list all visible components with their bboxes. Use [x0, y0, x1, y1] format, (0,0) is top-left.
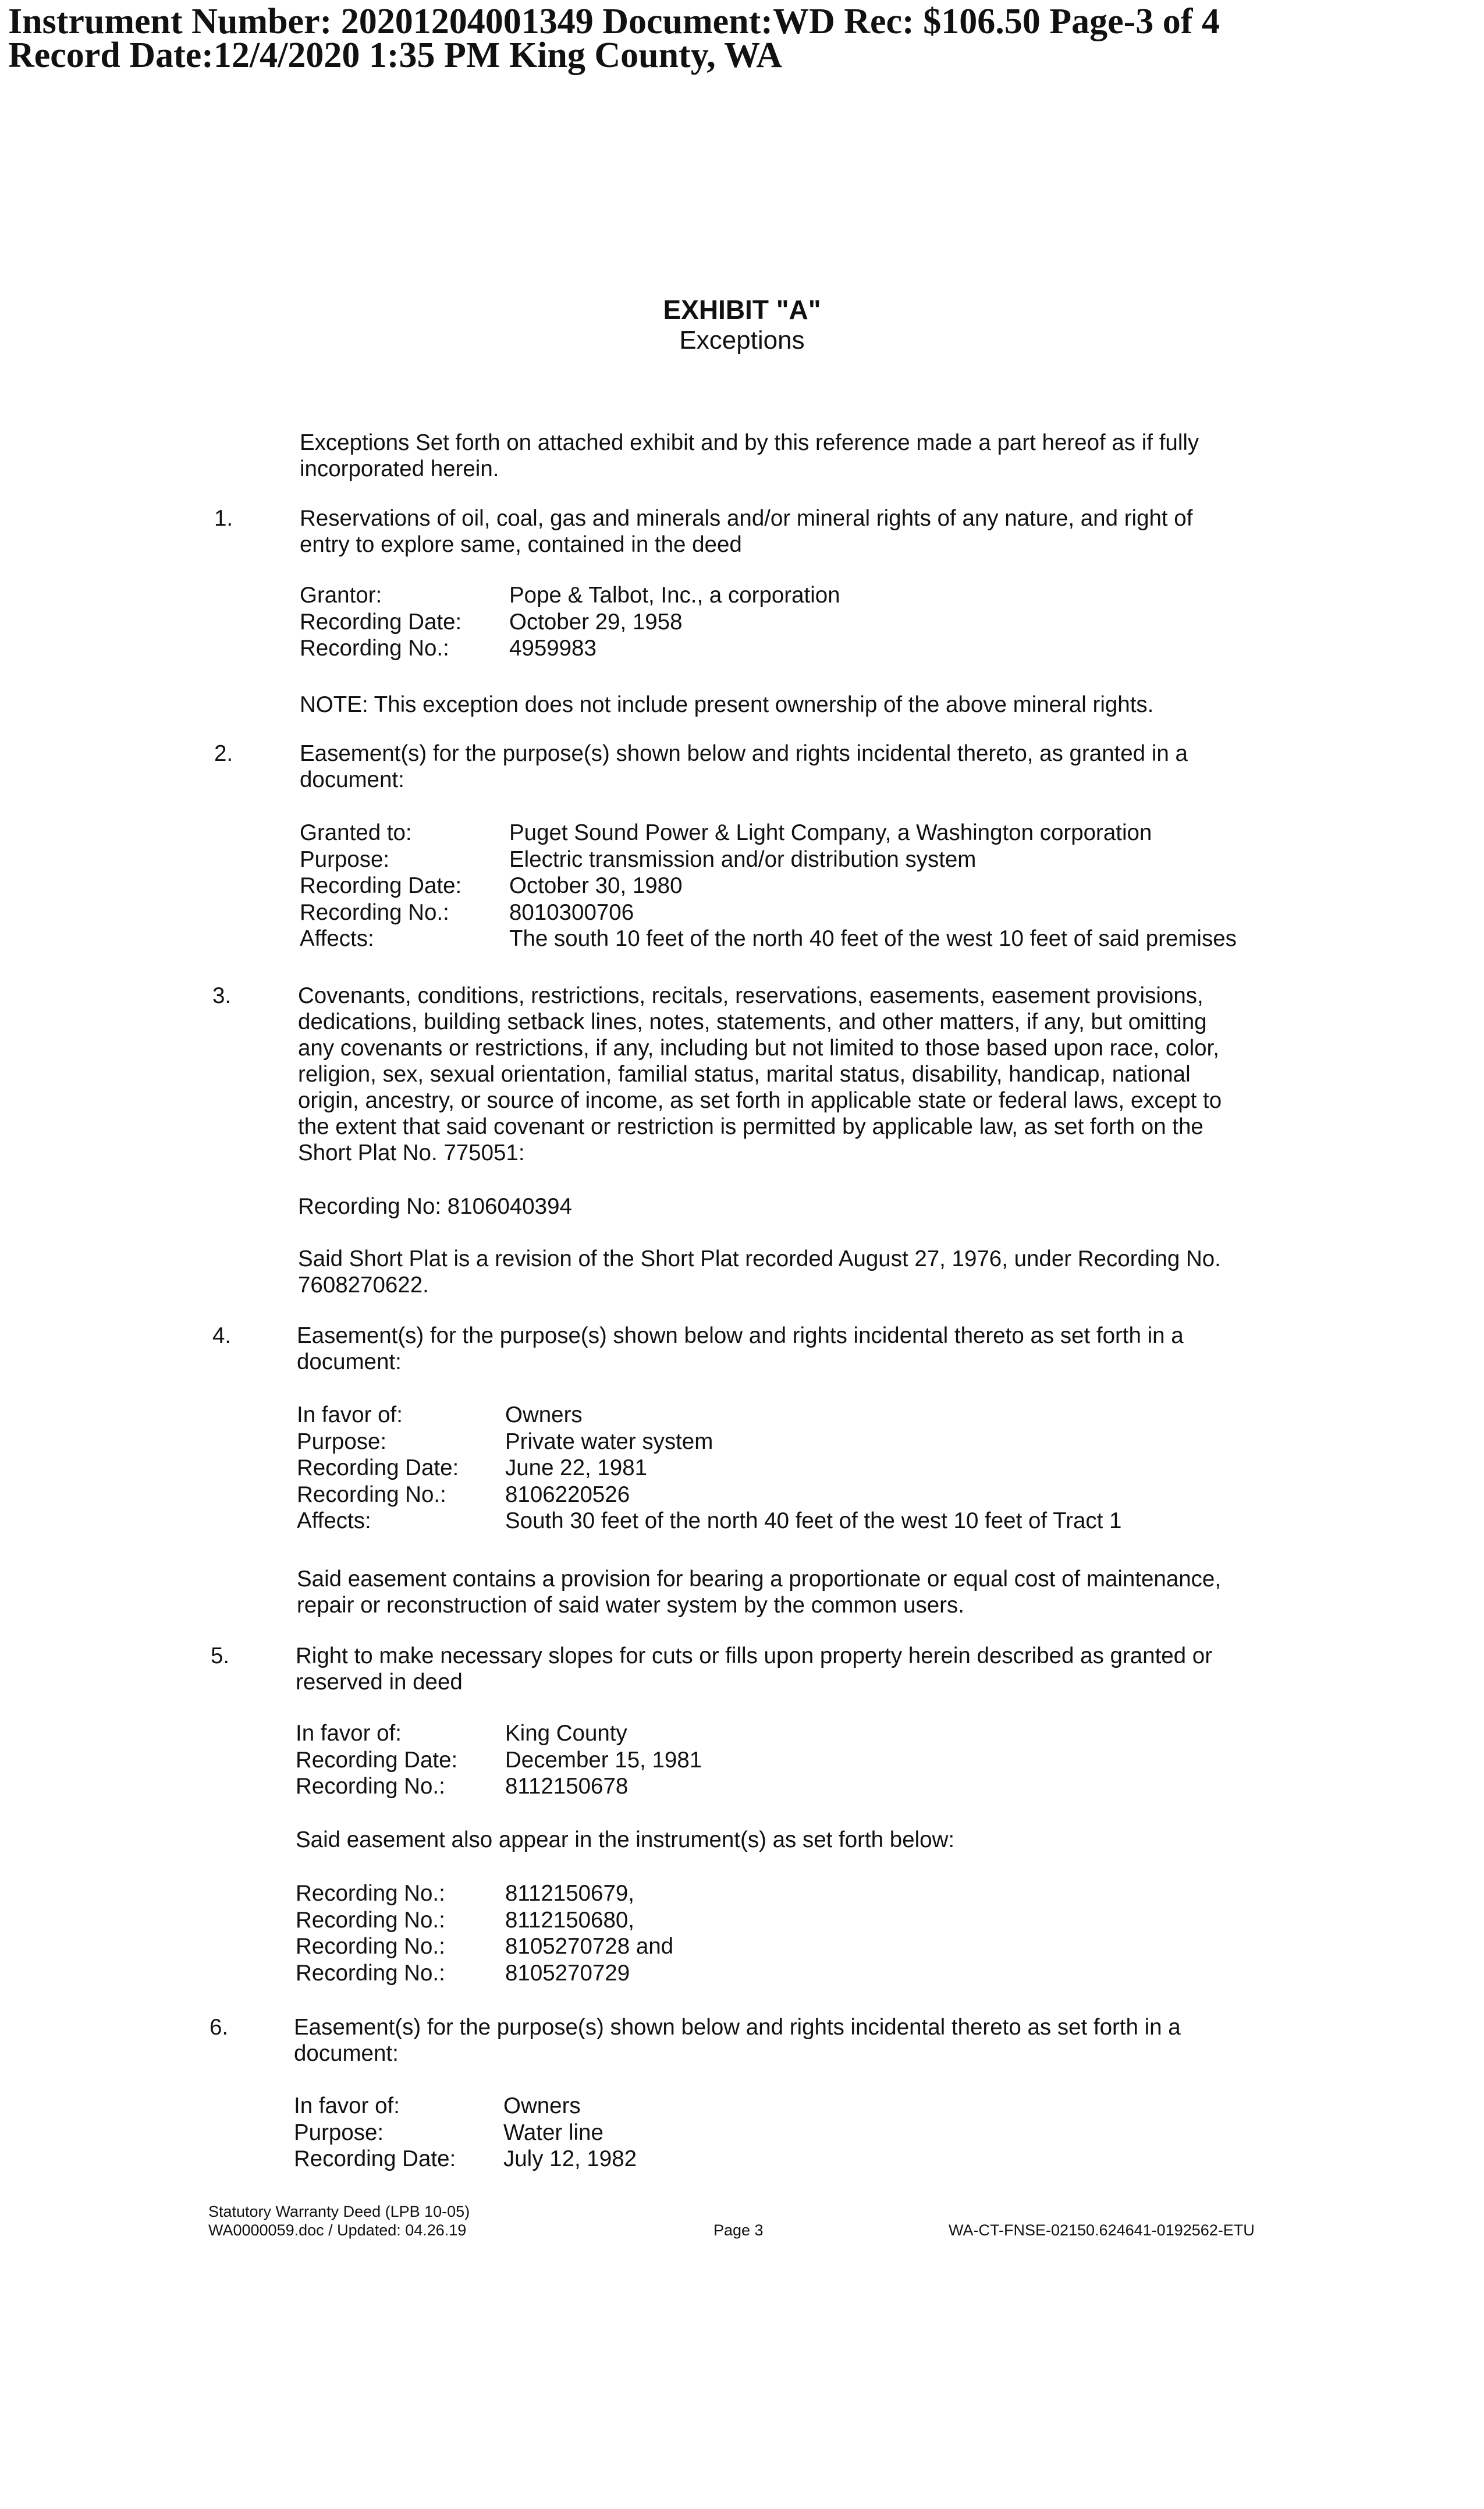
field-label: Recording No.:	[296, 1934, 445, 1959]
item-text: Right to make necessary slopes for cuts or fills upon property herein described as granted or reserved in deed	[296, 1643, 1213, 1695]
field-value: 8105270728 and	[505, 1934, 674, 1959]
item-number: 2.	[214, 741, 233, 766]
field-value: Puget Sound Power & Light Company, a Washington corporation	[509, 820, 1152, 845]
field-value: December 15, 1981	[505, 1747, 702, 1773]
field-label: Affects:	[297, 1508, 371, 1533]
field-value: Water line	[503, 2120, 603, 2145]
field-label: In favor of:	[296, 1721, 402, 1746]
exhibit-title-block	[0, 294, 1484, 356]
item-note: Said easement contains a provision for bearing a proportionate or equal cost of maintenance, repair or reconstruction of said water system by the common users.	[297, 1567, 1222, 1618]
item-number: 3.	[212, 983, 232, 1008]
field-value: Owners	[505, 1402, 583, 1427]
field-value: Electric transmission and/or distribution system	[509, 846, 977, 872]
field-value: 4959983	[509, 636, 597, 661]
field-value: 8112150680,	[505, 1907, 634, 1933]
item-note: Said Short Plat is a revision of the Short Plat recorded August 27, 1976, under Recording No. 7608270622.	[298, 1246, 1221, 1298]
field-label: Recording Date:	[297, 1455, 459, 1480]
recording-header-line-1: Instrument Number: 20201204001349 Document:WD Rec: $106.50 Page-3 of 4	[8, 2, 1220, 41]
item-note: Said easement also appear in the instrument(s) as set forth below:	[296, 1827, 955, 1852]
field-label: Recording Date:	[300, 873, 462, 898]
exhibit-title: EXHIBIT "A"	[663, 295, 821, 325]
footer-file-number: WA-CT-FNSE-02150.624641-0192562-ETU	[949, 2221, 1255, 2239]
field-value: South 30 feet of the north 40 feet of the west 10 feet of Tract 1	[505, 1508, 1122, 1533]
field-label: Grantor:	[300, 583, 382, 608]
field-value: October 29, 1958	[509, 609, 683, 635]
recording-header	[8, 2, 1220, 75]
field-value: Owners	[503, 2093, 581, 2118]
field-value: June 22, 1981	[505, 1455, 648, 1480]
item-text: Covenants, conditions, restrictions, recitals, reservations, easements, easement provisions, dedications, building setback lines, notes, statements, and other matters, if any, but omitting any covenants or restrictions, if any, including but not limited to those based upon race, color, religion, sex, sexual orientation, familial status, marital status, disability, handicap, national origin, ancestry, or source of income, as set forth in applicable state or federal laws, except to the extent that said covenant or restriction is permitted by applicable law, as set forth on the Short Plat No. 775051:	[298, 983, 1222, 1165]
item-recording: Recording No: 8106040394	[298, 1194, 572, 1219]
field-label: Affects:	[300, 926, 374, 951]
field-value: October 30, 1980	[509, 873, 683, 898]
footer-form-line-1: Statutory Warranty Deed (LPB 10-05)	[208, 2203, 470, 2220]
item-text: Easement(s) for the purpose(s) shown below and rights incidental thereto, as granted in a document:	[300, 741, 1188, 792]
field-value: The south 10 feet of the north 40 feet of the west 10 feet of said premises	[509, 926, 1237, 951]
item-note: NOTE: This exception does not include present ownership of the above mineral rights.	[300, 692, 1154, 717]
field-value: 8106220526	[505, 1482, 630, 1507]
footer-page-number: Page 3	[713, 2221, 764, 2239]
field-label: Recording No.:	[300, 636, 449, 661]
field-label: Granted to:	[300, 820, 412, 845]
field-value: 8010300706	[509, 899, 634, 925]
item-number: 1.	[214, 506, 233, 531]
field-value: 8112150678	[505, 1774, 629, 1799]
field-value: July 12, 1982	[503, 2146, 637, 2171]
field-label: Recording Date:	[294, 2146, 456, 2171]
item-number: 5.	[211, 1643, 230, 1668]
field-label: Recording No.:	[300, 899, 449, 925]
field-label: Recording No.:	[296, 1960, 445, 1986]
field-label: Recording No.:	[296, 1907, 445, 1933]
item-number: 4.	[212, 1323, 232, 1348]
field-label: Purpose:	[297, 1429, 387, 1454]
intro-paragraph: Exceptions Set forth on attached exhibit and by this reference made a part hereof as if fully incorporated herein.	[300, 430, 1199, 481]
field-label: In favor of:	[294, 2093, 400, 2118]
item-number: 6.	[210, 2015, 229, 2040]
exhibit-subtitle: Exceptions	[679, 326, 805, 355]
field-label: Recording Date:	[296, 1747, 458, 1773]
field-label: Recording No.:	[297, 1482, 446, 1507]
field-label: In favor of:	[297, 1402, 403, 1427]
footer-form-line-2: WA0000059.doc / Updated: 04.26.19	[208, 2221, 467, 2239]
field-label: Recording No.:	[296, 1881, 445, 1906]
field-value: Private water system	[505, 1429, 713, 1454]
field-label: Purpose:	[300, 846, 390, 872]
field-label: Purpose:	[294, 2120, 384, 2145]
field-value: 8112150679,	[505, 1881, 634, 1906]
item-text: Easement(s) for the purpose(s) shown below and rights incidental thereto as set forth in a document:	[294, 2015, 1181, 2066]
field-label: Recording No.:	[296, 1774, 445, 1799]
field-label: Recording Date:	[300, 609, 462, 635]
field-value: Pope & Talbot, Inc., a corporation	[509, 583, 840, 608]
footer-form-info	[208, 2202, 470, 2239]
item-text: Reservations of oil, coal, gas and minerals and/or mineral rights of any nature, and right of entry to explore same, contained in the deed	[300, 506, 1193, 557]
recording-header-line-2: Record Date:12/4/2020 1:35 PM King County, WA	[8, 36, 783, 75]
field-value: King County	[505, 1721, 627, 1746]
item-text: Easement(s) for the purpose(s) shown below and rights incidental thereto as set forth in a document:	[297, 1323, 1184, 1374]
field-value: 8105270729	[505, 1960, 630, 1986]
